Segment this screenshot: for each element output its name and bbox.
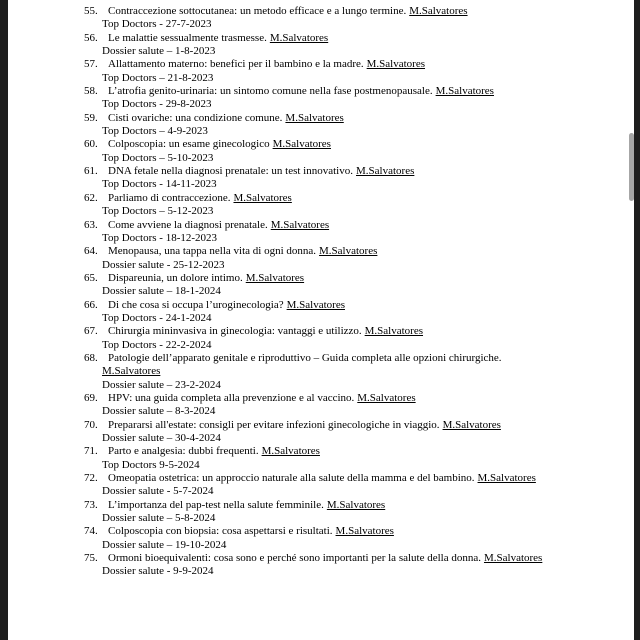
entry-number: 70.	[84, 418, 98, 431]
entry-source-date: Top Doctors - 27-7-2023	[102, 18, 212, 31]
entry-title-line	[84, 325, 552, 338]
window-edge-left	[0, 0, 8, 640]
author-link[interactable]: M.Salvatores	[335, 525, 394, 538]
list-item	[84, 472, 552, 499]
entry-number: 57.	[84, 58, 98, 71]
entry-title: Omeopatia ostetrica: un approccio naturale alla salute della mamma e del bambino.	[108, 472, 475, 485]
author-link[interactable]: M.Salvatores	[319, 245, 378, 258]
author-link[interactable]: M.Salvatores	[477, 472, 536, 485]
entry-title: DNA fetale nella diagnosi prenatale: un test innovativo.	[108, 165, 353, 178]
entry-title-line	[84, 5, 552, 18]
entry-number: 69.	[84, 391, 98, 404]
scrollbar-track	[634, 0, 640, 640]
entry-title: Come avviene la diagnosi prenatale.	[108, 218, 268, 231]
list-item	[84, 165, 552, 192]
entry-title-line	[84, 138, 552, 151]
entry-source-date: Top Doctors – 5-10-2023	[102, 151, 214, 164]
entry-number: 75.	[84, 552, 98, 565]
entry-source-date: Dossier salute – 18-1-2024	[102, 285, 221, 298]
entry-title-line	[84, 245, 552, 258]
entry-title-line	[84, 525, 552, 538]
entry-title-line	[84, 271, 552, 285]
author-link[interactable]: M.Salvatores	[269, 31, 329, 44]
list-item	[84, 192, 552, 219]
entry-title: Ormoni bioequivalenti: cosa sono e perché sono importanti per la salute della donna.	[108, 552, 481, 565]
entry-number: 59.	[84, 111, 98, 124]
entry-title-line	[84, 298, 552, 312]
entry-number: 62.	[84, 191, 98, 204]
entry-source-date: Top Doctors - 22-2-2024	[102, 338, 212, 351]
entry-title: HPV: una guida completa alla prevenzione e al vaccino.	[108, 391, 355, 404]
entry-number: 58.	[84, 85, 98, 98]
entry-number: 67.	[84, 325, 98, 338]
entry-title-line	[84, 552, 552, 565]
list-item	[84, 58, 552, 85]
author-link[interactable]: M.Salvatores	[364, 325, 424, 338]
author-link[interactable]: M.Salvatores	[409, 5, 468, 17]
entry-title: Chirurgia mininvasiva in ginecologia: vantaggi e utilizzo.	[108, 325, 362, 338]
author-link[interactable]: M.Salvatores	[270, 218, 330, 231]
entry-number: 65.	[84, 271, 98, 284]
entry-source-date: Dossier salute – 23-2-2024	[102, 378, 221, 391]
entry-source-date: Dossier salute – 1-8-2023	[102, 45, 216, 58]
entry-source-date: Dossier salute - 25-12-2023	[102, 258, 225, 271]
entry-title-line	[84, 111, 552, 125]
list-item	[84, 219, 552, 246]
entry-number: 73.	[84, 498, 98, 511]
list-item	[84, 245, 552, 272]
list-item	[84, 392, 552, 419]
entry-title: Colposcopia con biopsia: cosa aspettarsi e risultati.	[108, 525, 333, 538]
entry-title: Contraccezione sottocutanea: un metodo efficace e a lungo termine.	[108, 5, 407, 17]
entry-number: 68.	[84, 351, 98, 364]
entry-source-date: Dossier salute - 5-7-2024	[102, 485, 214, 498]
entry-title-line	[84, 85, 552, 98]
list-item	[84, 138, 552, 165]
author-link[interactable]: M.Salvatores	[286, 298, 345, 311]
entry-title-line	[84, 58, 552, 71]
entry-source-date: Top Doctors - 14-11-2023	[102, 178, 217, 191]
entry-title: Di che cosa si occupa l’uroginecologia?	[108, 298, 284, 311]
list-item	[84, 112, 552, 139]
entry-title-line	[84, 218, 552, 232]
author-link[interactable]: M.Salvatores	[442, 418, 501, 431]
author-link[interactable]: M.Salvatores	[261, 445, 320, 458]
list-item	[84, 352, 552, 392]
publication-list	[84, 0, 552, 579]
entry-title-line	[84, 472, 552, 485]
entry-number: 64.	[84, 245, 98, 258]
entry-source-date: Top Doctors 9-5-2024	[102, 458, 200, 471]
entry-title: Parto e analgesia: dubbi frequenti.	[108, 445, 259, 458]
list-item	[84, 5, 552, 32]
entry-source-date: Top Doctors - 18-12-2023	[102, 231, 218, 244]
entry-title-line	[84, 31, 552, 45]
entry-title: L’importanza del pap-test nella salute femminile.	[108, 498, 324, 511]
list-item	[84, 499, 552, 526]
entry-title-line	[84, 445, 552, 458]
entry-title: Menopausa, una tappa nella vita di ogni donna.	[108, 245, 317, 258]
entry-title: Cisti ovariche: una condizione comune.	[108, 111, 283, 124]
entry-number: 56.	[84, 31, 98, 44]
entry-title: Le malattie sessualmente trasmesse.	[108, 31, 267, 44]
entry-source-date: Dossier salute – 5-8-2024	[102, 512, 216, 525]
entry-number: 60.	[84, 138, 98, 151]
list-item	[84, 85, 552, 112]
entry-source-date: Top Doctors - 29-8-2023	[102, 98, 212, 111]
entry-title: Colposcopia: un esame ginecologico	[108, 138, 270, 151]
entry-title: Dispareunia, un dolore intimo.	[108, 271, 243, 284]
scrollbar-thumb[interactable]	[629, 133, 634, 201]
entry-number: 71.	[84, 445, 98, 458]
author-link[interactable]: M.Salvatores	[285, 111, 344, 124]
entry-source-date: Top Doctors – 5-12-2023	[102, 205, 214, 218]
entry-title: Parliamo di contraccezione.	[108, 191, 231, 204]
author-link[interactable]: M.Salvatores	[102, 365, 161, 378]
list-item	[84, 552, 552, 579]
entry-title-line	[84, 351, 552, 379]
list-item	[84, 299, 552, 326]
entry-source-date: Dossier salute – 19-10-2024	[102, 538, 227, 551]
entry-title: Patologie dell’apparato genitale e riproduttivo – Guida completa alle opzioni chirurgiche.	[108, 351, 502, 364]
entry-title-line	[84, 191, 552, 205]
entry-title: Allattamento materno: benefici per il bambino e la madre.	[108, 58, 364, 71]
entry-source-date: Dossier salute – 30-4-2024	[102, 432, 221, 444]
list-item	[84, 32, 552, 59]
entry-number: 61.	[84, 165, 98, 178]
entry-title-line	[84, 418, 552, 432]
entry-source-date: Dossier salute - 9-9-2024	[102, 565, 214, 578]
list-item	[84, 419, 552, 446]
entry-source-date: Top Doctors - 24-1-2024	[102, 311, 212, 324]
entry-number: 63.	[84, 218, 98, 231]
entry-title: L’atrofia genito-urinaria: un sintomo comune nella fase postmenopausale.	[108, 85, 433, 98]
list-item	[84, 272, 552, 299]
author-link[interactable]: M.Salvatores	[233, 191, 292, 204]
document-page	[8, 0, 634, 640]
entry-source-date: Top Doctors – 21-8-2023	[102, 71, 214, 84]
author-link[interactable]: M.Salvatores	[483, 552, 543, 565]
author-link[interactable]: M.Salvatores	[366, 58, 426, 71]
entry-title-line	[84, 165, 552, 178]
entry-title-line	[84, 391, 552, 405]
entry-title-line	[84, 498, 552, 512]
entry-source-date: Top Doctors – 4-9-2023	[102, 125, 208, 138]
list-item	[84, 525, 552, 552]
author-link[interactable]: M.Salvatores	[357, 391, 416, 404]
entry-number: 74.	[84, 525, 98, 538]
list-item	[84, 325, 552, 352]
entry-source-date: Dossier salute – 8-3-2024	[102, 405, 216, 418]
entry-number: 55.	[84, 5, 98, 17]
author-link[interactable]: M.Salvatores	[356, 165, 415, 178]
author-link[interactable]: M.Salvatores	[435, 85, 494, 98]
entry-number: 66.	[84, 298, 98, 311]
entry-title: Prepararsi all'estate: consigli per evitare infezioni ginecologiche in viaggio.	[108, 418, 440, 431]
author-link[interactable]: M.Salvatores	[272, 138, 331, 151]
entry-number: 72.	[84, 472, 98, 485]
author-link[interactable]: M.Salvatores	[245, 271, 305, 284]
author-link[interactable]: M.Salvatores	[326, 498, 386, 511]
list-item	[84, 445, 552, 472]
